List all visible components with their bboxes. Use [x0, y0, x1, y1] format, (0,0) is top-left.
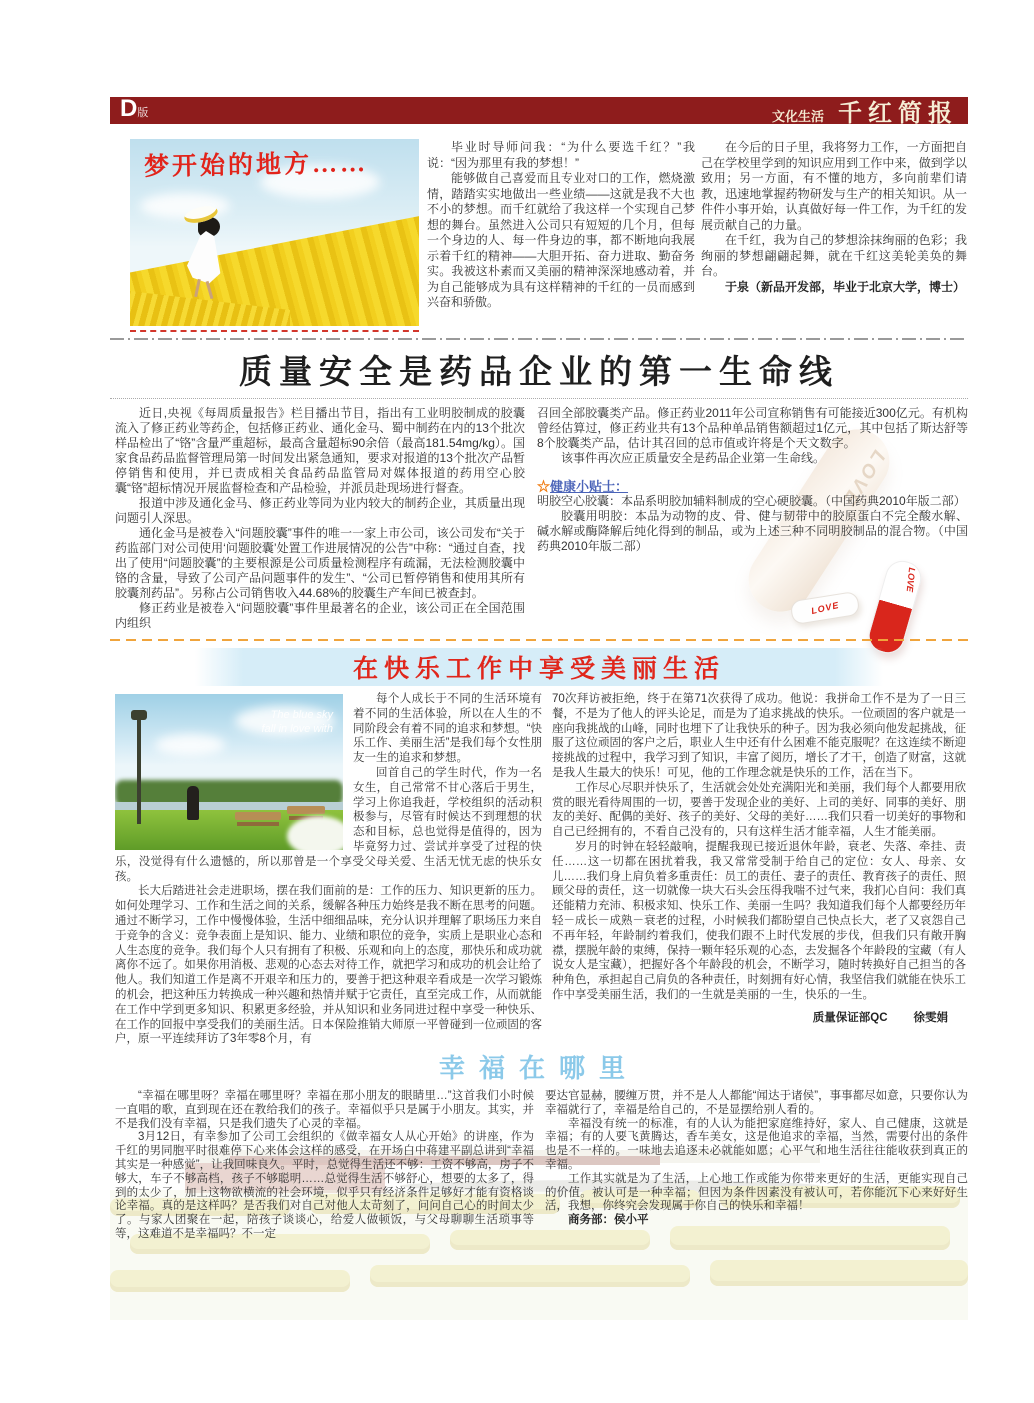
edition-suffix: 版 — [137, 106, 149, 119]
paragraph: 能够做自己喜爱而且专业对口的工作，燃烧激情，踏踏实实地做出一些业绩——这就是我不大也不小的梦想。而千红就给了我这样一个实现自己梦想的舞台。虽然进入公司只有短短的几个月，但每一个身边的人、每一件身边的事，都不断地向我展示着千红的精神——大胆开拓、奋力进取、勤奋务实。我被这朴素而又美丽的精神深深地感动着，并为自己能够成为具有这样精神的千红的一员而感到兴奋和骄傲。 — [427, 171, 695, 309]
health-tip-label: 健康小贴士： — [550, 479, 629, 494]
love-text: LOVE — [809, 599, 841, 617]
photo-caption-line2: fall in love with — [261, 723, 333, 735]
masthead: 千红简报 — [838, 101, 958, 127]
article-happiness-title: 幸福在哪里 — [438, 1053, 639, 1083]
edition-label — [120, 95, 148, 127]
separator-dashdot — [110, 338, 968, 340]
paragraph: 工作尽心尽职并快乐了，生活就会处处充满阳光和美丽，我们每个人都要用欣赏的眼光看待周围的一切，要善于发现企业的美好、上司的美好、同事的美好、朋友的美好、配偶的美好、孩子的美好、父母的美好……我们只看一切美好的事物和自己已经拥有的，不看自己没有的，只有这样生活才能幸福，人生才能美丽。 — [552, 781, 966, 839]
paragraph: 召回全部胶囊类产品。修正药业2011年公司宣称销售有可能接近300亿元。有机构曾经估算过，修正药业共有13个品种单品销售额超过1亿元，其中包括了斯达舒等8个胶囊类产品，估计其召回的总市值或许将是个天文数字。 — [537, 406, 968, 450]
photo-caption — [261, 708, 333, 736]
article-happiness-column-left — [115, 1090, 534, 1242]
paragraph: 该事件再次应正质量安全是药品企业第一生命线。 — [561, 451, 826, 465]
paragraph: 岁月的时钟在轻轻敲响，提醒我现已接近退休年龄，衰老、失落、牵挂、责任……这一切都在困扰着我，我又常常受制于给自己的定位：女人、母亲、女儿……我们身上肩负着多重责任：员工的责任、妻子的责任、教育孩子的责任、照顾父母的责任，这一切就像一块大石头会压得我喘不过气来，我扪心自问：我们真还能精力充沛、积极求知、快乐工作、美丽一生吗？我知道我们每个人都要经历年轻－成长－成熟－衰老的过程，小时候我们都盼望自己快点长大，老了又哀怨自己不再年轻，年龄制约着我们，使我们跟不上时代发展的步伐，但我们只有敞开胸襟，摆脱年龄的束缚，保持一颗年轻乐观的心态，去发掘各个年龄段的宝藏（有人说女人是宝藏），把握好各个年龄段的机会，不断学习，随时转换好自己担当的各种角色，承担起自己肩负的各种责任，时刻拥有好心情，我坚信我们就能在快乐工作中享受美丽生活，我们的一生就是美丽的一生，快乐的一生。 — [552, 840, 966, 1001]
article-happiness-byline: 商务部：侯小平 — [568, 1214, 649, 1227]
paragraph: 近日,央视《每周质量报告》栏目播出节目，指出有工业明胶制成的胶囊流入了修正药业等药企，包括修正药业、通化金马、蜀中制药在内的13个批次样品检出了“铬”含量严重超标，最高含量超标90余倍（最高181.54mg/kg）。国家食品药品监督管理局第一时间发出紧急通知，要求对报道的13个批次产品暂停销售和使用，并已责成相关食品药品监管局对媒体报道的药用空心胶囊“铬”超标情况开展监督检查和产品检验，并派员赴现场进行督查。 — [115, 406, 525, 495]
girl-leg — [194, 279, 201, 297]
article-happiness-column-right — [545, 1090, 968, 1228]
lamppost-head — [131, 710, 147, 720]
photo-underline-dashed — [130, 330, 419, 332]
bench — [287, 806, 325, 814]
separator-orange-dashed — [110, 639, 968, 641]
girl-leg — [206, 281, 214, 299]
tip-item: 胶囊用明胶：本品为动物的皮、骨、健与韧带中的胶原蛋白不完全酸水解、碱水解或酶降解后纯化得到的制品，或为上述三种不同明胶制品的混合物。（中国药典2010年版二部） — [537, 509, 968, 553]
paragraph: 70次拜访被拒绝，终于在第71次获得了成功。他说：我拼命工作不是为了一日三餐，不是为了他人的评头论足，而是为了追求挑战的快乐。一位顽固的客户就是一座向我挑战的山峰，同时也埋下了让我快乐的种子。因为我必须向他发起挑战，征服了这位顽固的客户之后，职业人生中还有什么困难不能克服呢？在这连续不断迎接挑战的过程中，我学习到了知识，丰富了阅历，增长了才干，创造了财富，这就是我人生最大的快乐！可见，他的工作理念就是快乐的工作，活在当下。 — [552, 693, 966, 779]
hedge-row — [370, 1265, 690, 1287]
paragraph: 在今后的日子里，我将努力工作，一方面把自己在学校里学到的知识应用到工作中来，做到学以致用；另一方面，有不懂的地方，多向前辈们请教，迅速地掌握药物研发与生产的相关知识。从一件件小事开始，认真做好每一件工作，为千红的发展贡献自己的力量。 — [701, 140, 967, 232]
paragraph: 幸福没有统一的标准，有的人认为能把家庭维持好，家人、自己健康，这就是幸福；有的人要飞黄腾达，香车美女，这是他追求的幸福，当然，需要付出的条件也是不一样的。一味地去追逐未必就能如愿；心平气和地生活往往能收获到真正的幸福。 — [545, 1117, 968, 1171]
article-dream-byline: 于泉（新品开发部，毕业于北京大学，博士） — [725, 279, 966, 294]
paragraph: 报道中涉及通化金马、修正药业等同为业内较大的制药企业，其质量出现问题引人深思。 — [115, 496, 525, 525]
header-bar — [110, 94, 968, 127]
article-happywork-column-right — [552, 692, 966, 1026]
love-text: LOVE — [836, 446, 889, 512]
paragraph: 在千红，我为自己的梦想涂抹绚丽的色彩；我绚丽的梦想翩翩起舞，就在千红这美轮美奂的舞台。 — [701, 233, 967, 278]
article-quality-title: 质量安全是药品企业的第一生命线 — [239, 355, 839, 391]
paragraph: 要达官显赫，腰缠万贯，并不是人人都能“闻达于诸侯”，事事都尽如意，只要你认为幸福就行了，幸福是给自己的，不是显摆给别人看的。 — [545, 1090, 968, 1116]
cloud-shape — [155, 734, 225, 756]
photo-caption-line1: The blue sky — [270, 709, 333, 721]
paragraph: 通化金马是被卷入“问题胶囊”事件的唯一一家上市公司，该公司发布“关于药监部门对公司使用‘问题胶囊’处置工作进展情况的公告”中称：“通过自查，找出了使用“问题胶囊”的主要根源是公司质量检测程序有疏漏，无法检测胶囊中铬的含量，导致了公司产品问题事件的发生”、“公司已暂停销售和使用其所有胶囊剂药品”。另称占公司销售收入44.68%的胶囊生产车间已被查封。 — [115, 526, 525, 600]
bench — [235, 812, 281, 820]
article-happywork-title: 在快乐工作中享受美丽生活 — [352, 655, 725, 683]
park-photo — [115, 694, 343, 850]
edition-letter: D — [120, 94, 138, 122]
lamppost — [137, 716, 141, 824]
article-happywork-column-left — [115, 692, 542, 1047]
paragraph: 工作其实就是为了生活，上心地工作或能为你带来更好的生活，更能实现自己的价值。被认可是一种幸福；但因为条件因素没有被认可，若你能沉下心来好好生活，我想，你终究会发现属于你自己的快乐和幸福！ — [545, 1172, 968, 1213]
paragraph: “幸福在哪里呀？幸福在哪里呀？幸福在那小朋友的眼睛里…”这首我们小时候一直唱的歌，直到现在还在教给我们的孩子。幸福似乎只是属于小朋友。其实，并不是我们没有幸福，只是我们遗失了心灵的幸福。 — [115, 1090, 534, 1130]
health-tip-title — [537, 479, 968, 494]
paragraph: 修正药业是被卷入“问题胶囊”事件里最著名的企业，该公司正在全国范围内组织 — [115, 601, 525, 630]
article-dream-column-2 — [701, 140, 967, 295]
article-quality-column-right — [537, 406, 968, 617]
article-quality-column-left — [115, 406, 525, 631]
tip-item: 明胶空心胶囊：本品系明胶加辅料制成的空心硬胶囊。（中国药典2010年版二部） — [537, 494, 966, 508]
header-right — [772, 93, 958, 128]
hedge-row — [110, 1270, 350, 1292]
flower-bush — [287, 816, 343, 850]
byline-author: 徐雯娟 — [913, 1011, 948, 1024]
paragraph: 毕业时导师问我：“为什么要选千红？”我说：“因为那里有我的梦想！” — [427, 140, 695, 170]
paragraph: 每个人成长于不同的生活环境有着不同的生活体验，所以在人生的不同阶段会有着不同的追求和梦想。“快乐工作、美丽生活”是我们每个女性朋友一生的追求和梦想。 — [353, 693, 542, 765]
article-happywork-byline — [552, 1011, 966, 1026]
byline-department: 质量保证部QC — [812, 1011, 888, 1024]
article-dream-column-1 — [427, 140, 695, 311]
article-dream-title: 梦开始的地方…… — [143, 150, 369, 181]
article-quality-title-block — [110, 341, 968, 399]
capsule-small-red — [865, 557, 926, 657]
paragraph: 3月12日，有幸参加了公司工会组织的《做幸福女人从心开始》的讲座，作为千红的男同胞平时很难停下心来体会这样的感受，在开场白中蒋建平副总讲到“幸福其实是一种感觉”，让我回味良久。平时，总觉得生活还不够：工资不够高，房子不够大，车子不够高档，孩子不够聪明……总觉得生活不够舒心，想要的太多了，得到的太少了，加上这物欲横流的社会环境，似乎只有经济条件足够好才能有资格谈论幸福。真的是这样吗？是否我们对自己对他人太苛刻了，问问自己心的时间太少了。与家人团聚在一起，陪孩子谈谈心，给爱人做顿饭，与父母聊聊生活琐事等等，这难道不是幸福吗？不一定 — [115, 1131, 534, 1240]
girl-figure — [178, 205, 238, 300]
woman-figure — [187, 786, 199, 820]
dream-field-illustration — [130, 139, 419, 326]
article-happywork-title-band — [195, 648, 883, 686]
health-tip-block — [537, 479, 968, 554]
love-text: LOVE — [904, 567, 918, 593]
paragraph: 回首自己的学生时代，作为一名女生，自己常常不甘心落后于男生，学习上你追我赶，学校组织的活动积极参与，尽管有时候达不到理想的状态和目标，总也觉得是值得的，因为毕竟努力过、尝试并享受了过程的快乐，没觉得有什么遗憾的，所以那曾是一个享受父母关爱、生活无忧无虑的快乐女孩。 — [115, 766, 542, 883]
article-happiness-title-block — [110, 1048, 968, 1085]
section-label: 文化生活 — [771, 109, 824, 124]
paragraph: 长大后踏进社会走进职场，摆在我们面前的是：工作的压力、知识更新的压力。如何处理学习、工作和生活之间的关系，缓解各种压力始终是我不断在思考的问题。通过不断学习，工作中慢慢体验，生活中细细品味，充分认识并理解了职场压力来自于竞争的含义：竞争表面上是知识、能力、业绩和职位的竞争，实质上是职业心态和人生态度的竞争。我们每个人只有拥有了积极、乐观和向上的态度，那快乐和成功就离你不远了。如果你用消极、悲观的心态去对待工作，就把学习和成功的机会让给了他人。我们知道工作是离不开艰辛和压力的，要善于把这种艰辛看成是一次学习锻炼的机会，把这种压力转换成一种兴趣和热情并赋于它责任，直至完成工作，从而就能在工作中学到更多知识、积累更多经验，并从知识和业务同进过程中享受一种快乐、在工作的回报中享受我们的美丽生活。日本保险推销大师原一平曾碰到一位顽固的客户，原一平连续拜访了3年零8个月，有 — [115, 885, 542, 1046]
hedge-row — [670, 1226, 950, 1250]
star-icon: ☆ — [537, 479, 551, 494]
girl-dress — [185, 229, 224, 284]
hedge-row — [710, 1260, 968, 1286]
